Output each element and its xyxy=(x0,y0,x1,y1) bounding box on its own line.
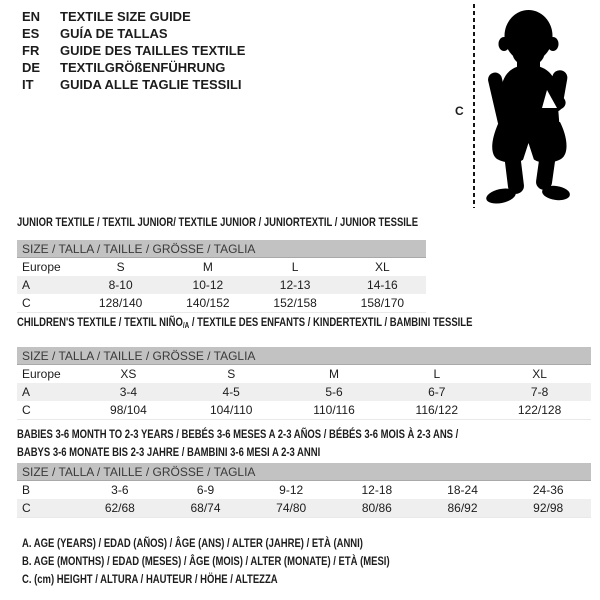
footnote-a: A. AGE (YEARS) / EDAD (AÑOS) / ÂGE (ANS) / ALTER (JAHRE) / ETÀ (ANNI) xyxy=(22,536,363,550)
size-cell: 3-6 xyxy=(111,483,129,497)
babies-section-title xyxy=(17,425,458,461)
table-row-height xyxy=(17,294,426,312)
size-cell: 9-12 xyxy=(279,483,304,497)
language-label: GUÍA DE TALLAS xyxy=(60,26,168,41)
language-item-es xyxy=(22,25,245,42)
size-cell: 6-9 xyxy=(196,483,215,497)
size-cell: XL xyxy=(375,260,390,274)
babies-title-line1: BABIES 3-6 MONTH TO 2-3 YEARS / BEBÉS 3-6 MESES A 2-3 AÑOS / BÉBÉS 3-6 MOIS À 2-3 ANS / xyxy=(17,427,459,441)
language-code: ES xyxy=(22,26,40,41)
size-cell: 3-4 xyxy=(119,385,138,399)
height-dashed-line xyxy=(473,4,475,208)
size-cell: 80/86 xyxy=(361,501,392,515)
language-list xyxy=(22,8,245,93)
babies-size-table xyxy=(17,463,591,518)
size-cell: 5-6 xyxy=(325,385,343,399)
size-cell: 116/122 xyxy=(415,403,459,417)
size-cell: 74/80 xyxy=(276,501,307,515)
height-measure-label: C xyxy=(455,104,464,118)
language-item-de xyxy=(22,59,245,76)
size-cell: 92/98 xyxy=(533,501,564,515)
language-label: TEXTILGRÖßENFÜHRUNG xyxy=(60,60,226,75)
row-label: A xyxy=(22,278,31,292)
row-label: A xyxy=(22,385,31,399)
children-title-part1: CHILDREN'S TEXTILE / TEXTIL NIÑO xyxy=(17,315,183,329)
table-row-age xyxy=(17,383,591,401)
size-cell: M xyxy=(202,260,213,274)
language-label: GUIDA ALLE TAGLIE TESSILI xyxy=(60,77,242,92)
table-row-height xyxy=(17,499,591,517)
size-cell: 10-12 xyxy=(192,278,224,292)
size-cell: 104/110 xyxy=(209,403,253,417)
language-item-en xyxy=(22,8,245,25)
size-cell: 140/152 xyxy=(186,296,230,310)
junior-section-title: JUNIOR TEXTILE / TEXTIL JUNIOR/ TEXTILE JUNIOR / JUNIORTEXTIL / JUNIOR TESSILE xyxy=(17,215,419,229)
size-table-header: SIZE / TALLA / TAILLE / GRÖSSE / TAGLIA xyxy=(17,347,591,365)
size-cell: 110/116 xyxy=(313,403,355,417)
children-size-table xyxy=(17,347,591,420)
table-row-europe xyxy=(17,365,591,383)
size-cell: 128/140 xyxy=(98,296,143,310)
size-cell: 24-36 xyxy=(532,483,564,497)
footnote-b: B. AGE (MONTHS) / EDAD (MESES) / ÂGE (MOIS) / ALTER (MONATE) / ETÀ (MESI) xyxy=(22,554,390,568)
table-row-age-months xyxy=(17,481,591,499)
size-cell: S xyxy=(116,260,125,274)
size-table-header: SIZE / TALLA / TAILLE / GRÖSSE / TAGLIA xyxy=(17,463,591,481)
language-code: EN xyxy=(22,9,41,24)
table-row-europe xyxy=(17,258,426,276)
row-label: B xyxy=(22,483,31,497)
size-cell: 158/170 xyxy=(360,296,405,310)
size-cell: XL xyxy=(532,367,547,381)
size-cell: 14-16 xyxy=(367,278,398,292)
footnotes xyxy=(22,534,390,588)
row-label: Europe xyxy=(22,260,61,274)
size-cell: 122/128 xyxy=(517,403,562,417)
toddler-silhouette-icon xyxy=(480,6,578,206)
children-title-part2: / TEXTILE DES ENFANTS / KINDERTEXTIL / BAMBINI TESSILE xyxy=(189,315,473,329)
size-cell: 12-18 xyxy=(361,483,393,497)
row-label: Europe xyxy=(22,367,61,381)
language-code: DE xyxy=(22,60,41,75)
language-label: GUIDE DES TAILLES TEXTILE xyxy=(60,43,246,58)
language-item-it xyxy=(22,76,245,93)
size-cell: 152/158 xyxy=(273,296,317,310)
language-label: TEXTILE SIZE GUIDE xyxy=(60,9,191,24)
language-code: FR xyxy=(22,43,40,58)
language-item-fr xyxy=(22,42,245,59)
footnote-c: C. (cm) HEIGHT / ALTURA / HAUTEUR / HÖHE / ALTEZZA xyxy=(22,572,278,586)
size-cell: 98/104 xyxy=(110,403,147,417)
size-cell: L xyxy=(433,367,441,381)
size-cell: 6-7 xyxy=(428,385,446,399)
size-cell: 18-24 xyxy=(447,483,478,497)
junior-size-table xyxy=(17,240,426,313)
size-cell: 8-10 xyxy=(108,278,133,292)
size-cell: L xyxy=(291,260,299,274)
children-section-title xyxy=(17,316,472,332)
size-cell: 86/92 xyxy=(447,501,478,515)
size-table-header: SIZE / TALLA / TAILLE / GRÖSSE / TAGLIA xyxy=(17,240,426,258)
size-cell: S xyxy=(227,367,236,381)
size-cell: 68/74 xyxy=(190,501,221,515)
size-cell: M xyxy=(328,367,339,381)
row-label: C xyxy=(22,296,31,310)
table-row-height xyxy=(17,401,591,419)
size-cell: 7-8 xyxy=(530,385,549,399)
size-cell: 4-5 xyxy=(222,385,240,399)
row-label: C xyxy=(22,403,31,417)
babies-title-line2: BABYS 3-6 MONATE BIS 2-3 JAHRE / BAMBINI 3-6 MESI A 2-3 ANNI xyxy=(17,445,321,459)
size-cell: 62/68 xyxy=(104,501,135,515)
size-cell: 12-13 xyxy=(279,278,311,292)
children-title-subscript: /A xyxy=(182,321,190,330)
size-cell: XS xyxy=(120,367,137,381)
row-label: C xyxy=(22,501,31,515)
language-code: IT xyxy=(22,77,34,92)
table-row-age xyxy=(17,276,426,294)
